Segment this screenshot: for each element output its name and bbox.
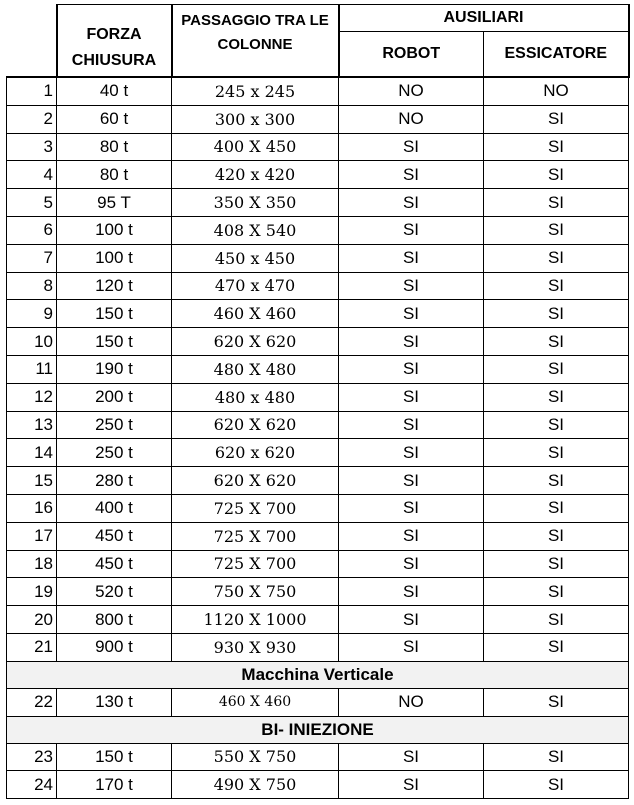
cell-forza-chiusura: 250 t bbox=[57, 439, 172, 467]
cell-passaggio-colonne: 620 X 620 bbox=[172, 467, 339, 495]
table-row bbox=[7, 105, 629, 133]
cell-passaggio-colonne: 490 X 750 bbox=[172, 771, 339, 799]
table-row bbox=[7, 522, 629, 550]
cell-essicatore: SI bbox=[484, 494, 629, 522]
cell-forza-chiusura: 80 t bbox=[57, 133, 172, 161]
cell-robot: SI bbox=[339, 550, 484, 578]
cell-passaggio-colonne: 350 X 350 bbox=[172, 189, 339, 217]
cell-essicatore: SI bbox=[484, 522, 629, 550]
cell-forza-chiusura: 800 t bbox=[57, 606, 172, 634]
cell-forza-chiusura: 450 t bbox=[57, 550, 172, 578]
cell-robot: SI bbox=[339, 743, 484, 771]
cell-essicatore: SI bbox=[484, 550, 629, 578]
cell-essicatore: SI bbox=[484, 383, 629, 411]
table-row bbox=[7, 328, 629, 356]
cell-essicatore: SI bbox=[484, 272, 629, 300]
row-number: 17 bbox=[7, 522, 57, 550]
table-row bbox=[7, 743, 629, 771]
cell-robot: NO bbox=[339, 105, 484, 133]
table-row bbox=[7, 688, 629, 716]
table-row bbox=[7, 216, 629, 244]
row-number: 7 bbox=[7, 244, 57, 272]
cell-essicatore: SI bbox=[484, 105, 629, 133]
row-number: 5 bbox=[7, 189, 57, 217]
cell-forza-chiusura: 190 t bbox=[57, 355, 172, 383]
table-row bbox=[7, 133, 629, 161]
cell-passaggio-colonne: 550 X 750 bbox=[172, 743, 339, 771]
cell-passaggio-colonne: 750 X 750 bbox=[172, 578, 339, 606]
cell-robot: SI bbox=[339, 355, 484, 383]
table-row bbox=[7, 244, 629, 272]
cell-forza-chiusura: 100 t bbox=[57, 216, 172, 244]
cell-essicatore: SI bbox=[484, 743, 629, 771]
row-number: 9 bbox=[7, 300, 57, 328]
cell-passaggio-colonne: 1120 X 1000 bbox=[172, 606, 339, 634]
cell-robot: SI bbox=[339, 606, 484, 634]
cell-robot: SI bbox=[339, 216, 484, 244]
cell-forza-chiusura: 150 t bbox=[57, 300, 172, 328]
table-row bbox=[7, 300, 629, 328]
cell-passaggio-colonne: 725 X 700 bbox=[172, 494, 339, 522]
row-number: 13 bbox=[7, 411, 57, 439]
header-passaggio-colonne: PASSAGGIO TRA LE COLONNE bbox=[172, 5, 339, 78]
cell-essicatore: NO bbox=[484, 77, 629, 105]
cell-forza-chiusura: 170 t bbox=[57, 771, 172, 799]
cell-essicatore: SI bbox=[484, 300, 629, 328]
cell-passaggio-colonne: 420 x 420 bbox=[172, 161, 339, 189]
cell-essicatore: SI bbox=[484, 411, 629, 439]
cell-robot: NO bbox=[339, 688, 484, 716]
table-row bbox=[7, 189, 629, 217]
table-row bbox=[7, 467, 629, 495]
section-title-bi-iniezione: BI- INIEZIONE bbox=[7, 716, 629, 743]
table-row bbox=[7, 439, 629, 467]
row-number: 8 bbox=[7, 272, 57, 300]
row-number: 22 bbox=[7, 688, 57, 716]
cell-essicatore: SI bbox=[484, 328, 629, 356]
cell-passaggio-colonne: 480 x 480 bbox=[172, 383, 339, 411]
table-row bbox=[7, 771, 629, 799]
cell-robot: SI bbox=[339, 161, 484, 189]
cell-essicatore: SI bbox=[484, 633, 629, 661]
row-number: 15 bbox=[7, 467, 57, 495]
row-number: 12 bbox=[7, 383, 57, 411]
row-number: 14 bbox=[7, 439, 57, 467]
cell-forza-chiusura: 400 t bbox=[57, 494, 172, 522]
table-row bbox=[7, 606, 629, 634]
cell-essicatore: SI bbox=[484, 133, 629, 161]
cell-robot: SI bbox=[339, 272, 484, 300]
table-row bbox=[7, 633, 629, 661]
cell-essicatore: SI bbox=[484, 355, 629, 383]
cell-robot: SI bbox=[339, 383, 484, 411]
section-title-vertical: Macchina Verticale bbox=[7, 661, 629, 688]
cell-forza-chiusura: 40 t bbox=[57, 77, 172, 105]
table-row bbox=[7, 578, 629, 606]
cell-robot: SI bbox=[339, 189, 484, 217]
cell-essicatore: SI bbox=[484, 578, 629, 606]
table-row bbox=[7, 355, 629, 383]
table-row bbox=[7, 550, 629, 578]
row-number: 24 bbox=[7, 771, 57, 799]
cell-essicatore: SI bbox=[484, 439, 629, 467]
cell-passaggio-colonne: 620 x 620 bbox=[172, 439, 339, 467]
cell-passaggio-colonne: 460 X 460 bbox=[172, 688, 339, 716]
row-number: 6 bbox=[7, 216, 57, 244]
row-number: 18 bbox=[7, 550, 57, 578]
cell-robot: SI bbox=[339, 578, 484, 606]
cell-forza-chiusura: 100 t bbox=[57, 244, 172, 272]
cell-robot: SI bbox=[339, 439, 484, 467]
cell-robot: SI bbox=[339, 300, 484, 328]
cell-robot: SI bbox=[339, 133, 484, 161]
cell-forza-chiusura: 200 t bbox=[57, 383, 172, 411]
cell-robot: SI bbox=[339, 328, 484, 356]
header-forza-chiusura: FORZA CHIUSURA bbox=[57, 5, 172, 78]
cell-forza-chiusura: 280 t bbox=[57, 467, 172, 495]
cell-forza-chiusura: 80 t bbox=[57, 161, 172, 189]
row-number: 4 bbox=[7, 161, 57, 189]
cell-passaggio-colonne: 930 X 930 bbox=[172, 633, 339, 661]
cell-forza-chiusura: 150 t bbox=[57, 328, 172, 356]
cell-passaggio-colonne: 400 X 450 bbox=[172, 133, 339, 161]
header-essicatore: ESSICATORE bbox=[484, 32, 629, 78]
cell-passaggio-colonne: 620 X 620 bbox=[172, 411, 339, 439]
table-body-vertical bbox=[7, 688, 629, 716]
cell-passaggio-colonne: 408 X 540 bbox=[172, 216, 339, 244]
cell-robot: SI bbox=[339, 411, 484, 439]
cell-passaggio-colonne: 300 x 300 bbox=[172, 105, 339, 133]
cell-essicatore: SI bbox=[484, 771, 629, 799]
cell-passaggio-colonne: 460 X 460 bbox=[172, 300, 339, 328]
section-bi bbox=[7, 716, 629, 743]
cell-passaggio-colonne: 245 x 245 bbox=[172, 77, 339, 105]
cell-forza-chiusura: 60 t bbox=[57, 105, 172, 133]
cell-forza-chiusura: 150 t bbox=[57, 743, 172, 771]
table-body-main bbox=[7, 77, 629, 661]
table-row bbox=[7, 161, 629, 189]
cell-forza-chiusura: 130 t bbox=[57, 688, 172, 716]
row-number: 23 bbox=[7, 743, 57, 771]
row-number: 16 bbox=[7, 494, 57, 522]
table-row bbox=[7, 77, 629, 105]
row-number: 19 bbox=[7, 578, 57, 606]
cell-forza-chiusura: 900 t bbox=[57, 633, 172, 661]
header-robot: ROBOT bbox=[339, 32, 484, 78]
cell-forza-chiusura: 95 T bbox=[57, 189, 172, 217]
cell-essicatore: SI bbox=[484, 467, 629, 495]
cell-passaggio-colonne: 620 X 620 bbox=[172, 328, 339, 356]
cell-forza-chiusura: 250 t bbox=[57, 411, 172, 439]
row-number: 11 bbox=[7, 355, 57, 383]
cell-essicatore: SI bbox=[484, 216, 629, 244]
cell-essicatore: SI bbox=[484, 189, 629, 217]
table-row bbox=[7, 272, 629, 300]
cell-robot: SI bbox=[339, 633, 484, 661]
row-number: 1 bbox=[7, 77, 57, 105]
row-number: 21 bbox=[7, 633, 57, 661]
cell-passaggio-colonne: 450 x 450 bbox=[172, 244, 339, 272]
cell-passaggio-colonne: 470 x 470 bbox=[172, 272, 339, 300]
table-row bbox=[7, 494, 629, 522]
header-ausiliari: AUSILIARI bbox=[339, 5, 629, 32]
table-body-bi bbox=[7, 743, 629, 799]
row-number: 10 bbox=[7, 328, 57, 356]
row-number: 20 bbox=[7, 606, 57, 634]
cell-essicatore: SI bbox=[484, 244, 629, 272]
cell-passaggio-colonne: 725 X 700 bbox=[172, 522, 339, 550]
table-row bbox=[7, 383, 629, 411]
table-row bbox=[7, 411, 629, 439]
machines-table bbox=[6, 4, 630, 799]
cell-robot: SI bbox=[339, 522, 484, 550]
cell-forza-chiusura: 450 t bbox=[57, 522, 172, 550]
cell-robot: SI bbox=[339, 494, 484, 522]
cell-passaggio-colonne: 480 X 480 bbox=[172, 355, 339, 383]
cell-passaggio-colonne: 725 X 700 bbox=[172, 550, 339, 578]
section-vertical bbox=[7, 661, 629, 688]
cell-forza-chiusura: 520 t bbox=[57, 578, 172, 606]
cell-forza-chiusura: 120 t bbox=[57, 272, 172, 300]
cell-robot: NO bbox=[339, 77, 484, 105]
cell-essicatore: SI bbox=[484, 606, 629, 634]
cell-robot: SI bbox=[339, 244, 484, 272]
cell-essicatore: SI bbox=[484, 688, 629, 716]
cell-essicatore: SI bbox=[484, 161, 629, 189]
row-number: 3 bbox=[7, 133, 57, 161]
cell-robot: SI bbox=[339, 467, 484, 495]
row-number: 2 bbox=[7, 105, 57, 133]
header-blank-cell bbox=[7, 5, 57, 78]
cell-robot: SI bbox=[339, 771, 484, 799]
